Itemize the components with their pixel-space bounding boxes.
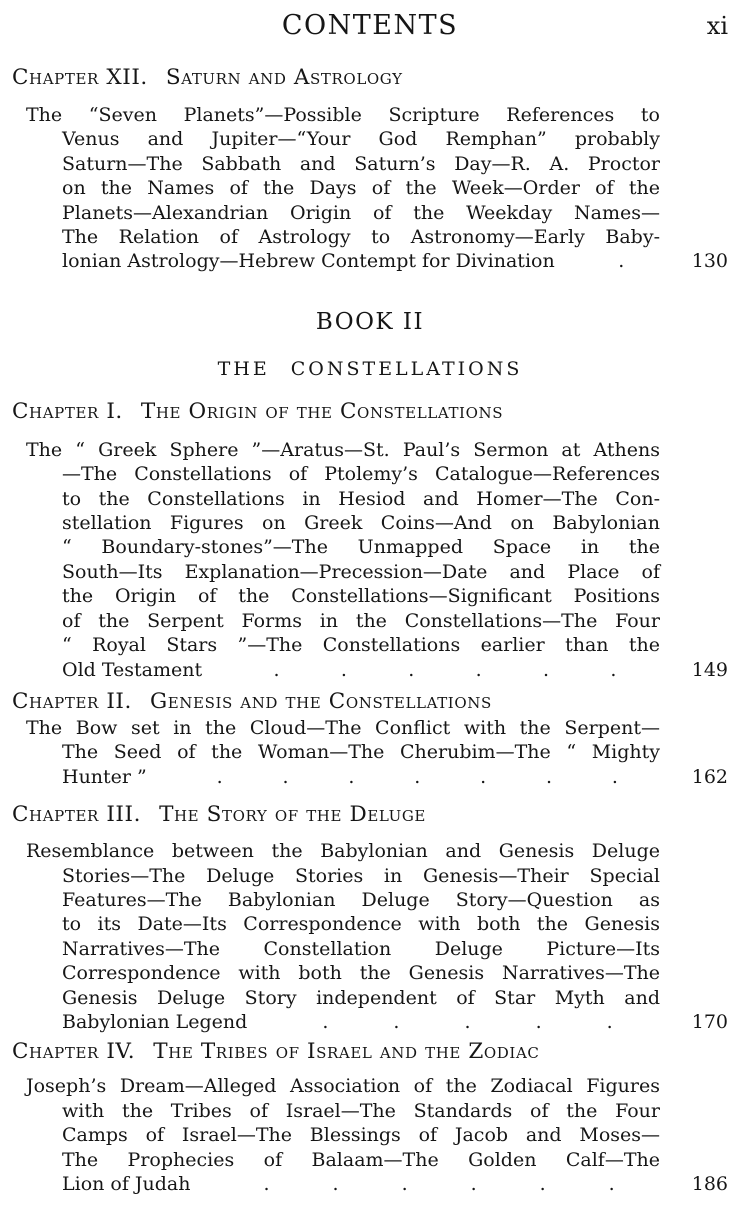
- chapter-label: Chapter III.: [12, 802, 142, 828]
- page-number: 130: [691, 250, 728, 273]
- page-number: 149: [691, 658, 728, 681]
- toc-line: “ Royal Stars ”—The Constellations earlier than the: [62, 634, 660, 657]
- toc-line: to its Date—Its Correspondence with both the Genesis: [62, 913, 660, 936]
- toc-line: Saturn—The Sabbath and Saturn’s Day—R. A. Proctor: [62, 152, 660, 175]
- chapter-label: Chapter II.: [12, 688, 132, 714]
- toc-lastline: [12, 249, 728, 273]
- chapter-heading-iii: [12, 801, 728, 829]
- toc-line: Stories—The Deluge Stories in Genesis—Their Special: [62, 864, 660, 887]
- toc-line: “ Boundary-stones”—The Unmapped Space in the: [62, 536, 660, 559]
- toc-line: Correspondence with both the Genesis Narratives—The: [62, 962, 660, 985]
- toc-line: The Bow set in the Cloud—The Conflict with the Serpent—: [26, 716, 660, 739]
- toc-line: Resemblance between the Babylonian and Genesis Deluge: [26, 840, 660, 863]
- toc-line: Features—The Babylonian Deluge Story—Question as: [62, 888, 660, 911]
- book-title: BOOK II: [315, 308, 425, 335]
- toc-line: to the Constellations in Hesiod and Homer—The Con-: [62, 487, 660, 510]
- leader-dots: . . . . . .: [273, 658, 617, 681]
- toc-lastline: [12, 1172, 728, 1196]
- toc-line: The Prophecies of Balaam—The Golden Calf—The: [62, 1148, 660, 1171]
- toc-line: Narratives—The Constellation Deluge Picture—Its: [62, 937, 660, 960]
- folio-page-number: xi: [706, 12, 728, 40]
- leader-dots: . . . . . .: [263, 1173, 615, 1195]
- chapter-summary-ii: [12, 716, 728, 789]
- toc-line: the Origin of the Constellations—Significant Positions: [62, 585, 660, 608]
- page-number: 162: [691, 765, 728, 788]
- toc-line: stellation Figures on Greek Coins—And on Babylonian: [62, 512, 660, 535]
- page-number: 186: [691, 1173, 728, 1195]
- page-number: 170: [691, 1010, 728, 1033]
- chapter-summary-iv: [12, 1074, 728, 1196]
- toc-line: —The Constellations of Ptolemy’s Catalogue—References: [62, 463, 660, 486]
- toc-line: The “Seven Planets”—Possible Scripture References to: [26, 104, 660, 126]
- chapter-title: The Tribes of Israel and the Zodiac: [153, 1039, 540, 1065]
- chapter-heading-xii: [12, 64, 728, 92]
- leader-dots: . . . . .: [322, 1010, 613, 1033]
- toc-line: of the Serpent Forms in the Constellations—The Four: [62, 609, 660, 632]
- toc-line: on the Names of the Days of the Week—Order of the: [62, 177, 660, 200]
- toc-line: Planets—Alexandrian Origin of the Weekday Names—: [62, 201, 660, 224]
- leader-dots: . . . . . . .: [216, 765, 618, 788]
- chapter-heading-ii: [12, 688, 728, 716]
- toc-lastline: [12, 1010, 728, 1034]
- chapter-heading-i: [12, 398, 728, 426]
- toc-line: Venus and Jupiter—“Your God Remphan” probably: [62, 128, 660, 151]
- chapter-heading-iv: [12, 1038, 728, 1066]
- chapter-summary-xii: [12, 103, 728, 274]
- leader-dots: .: [618, 250, 625, 273]
- toc-line: Joseph’s Dream—Alleged Association of the Zodiacal Figures: [26, 1075, 660, 1098]
- toc-line: The Seed of the Woman—The Cherubim—The “ Mighty: [62, 741, 660, 764]
- chapter-title: The Story of the Deluge: [159, 802, 426, 828]
- toc-line: The “ Greek Sphere ”—Aratus—St. Paul’s Sermon at Athens: [26, 438, 660, 461]
- toc-line-text: Lion of Judah: [62, 1173, 191, 1195]
- toc-line-text: lonian Astrology—Hebrew Contempt for Divination: [62, 250, 555, 273]
- toc-line-text: Babylonian Legend: [62, 1010, 248, 1033]
- chapter-label: Chapter XII.: [12, 65, 148, 90]
- toc-line: South—Its Explanation—Precession—Date and Place of: [62, 560, 660, 583]
- chapter-title: The Origin of the Constellations: [140, 398, 504, 424]
- chapter-summary-i: [12, 438, 728, 682]
- toc-line: The Relation of Astrology to Astronomy—Early Baby-: [62, 226, 660, 249]
- toc-line-text: Hunter ”: [62, 765, 147, 788]
- toc-line: with the Tribes of Israel—The Standards of the Four: [62, 1099, 660, 1122]
- book-subtitle: THE CONSTELLATIONS: [217, 357, 523, 380]
- chapter-summary-iii: [12, 839, 728, 1034]
- page-title: CONTENTS: [281, 10, 459, 41]
- toc-line: Genesis Deluge Story independent of Star Myth and: [62, 986, 660, 1009]
- chapter-title: Genesis and the Constellations: [149, 688, 492, 714]
- toc-lastline: [12, 765, 728, 789]
- page-header: [12, 8, 728, 44]
- toc-lastline: [12, 658, 728, 682]
- chapter-label: Chapter IV.: [12, 1039, 136, 1065]
- toc-line: Camps of Israel—The Blessings of Jacob and Moses—: [62, 1124, 660, 1147]
- toc-line-text: Old Testament: [62, 658, 203, 681]
- chapter-title: Saturn and Astrology: [165, 65, 403, 90]
- chapter-label: Chapter I.: [12, 398, 123, 424]
